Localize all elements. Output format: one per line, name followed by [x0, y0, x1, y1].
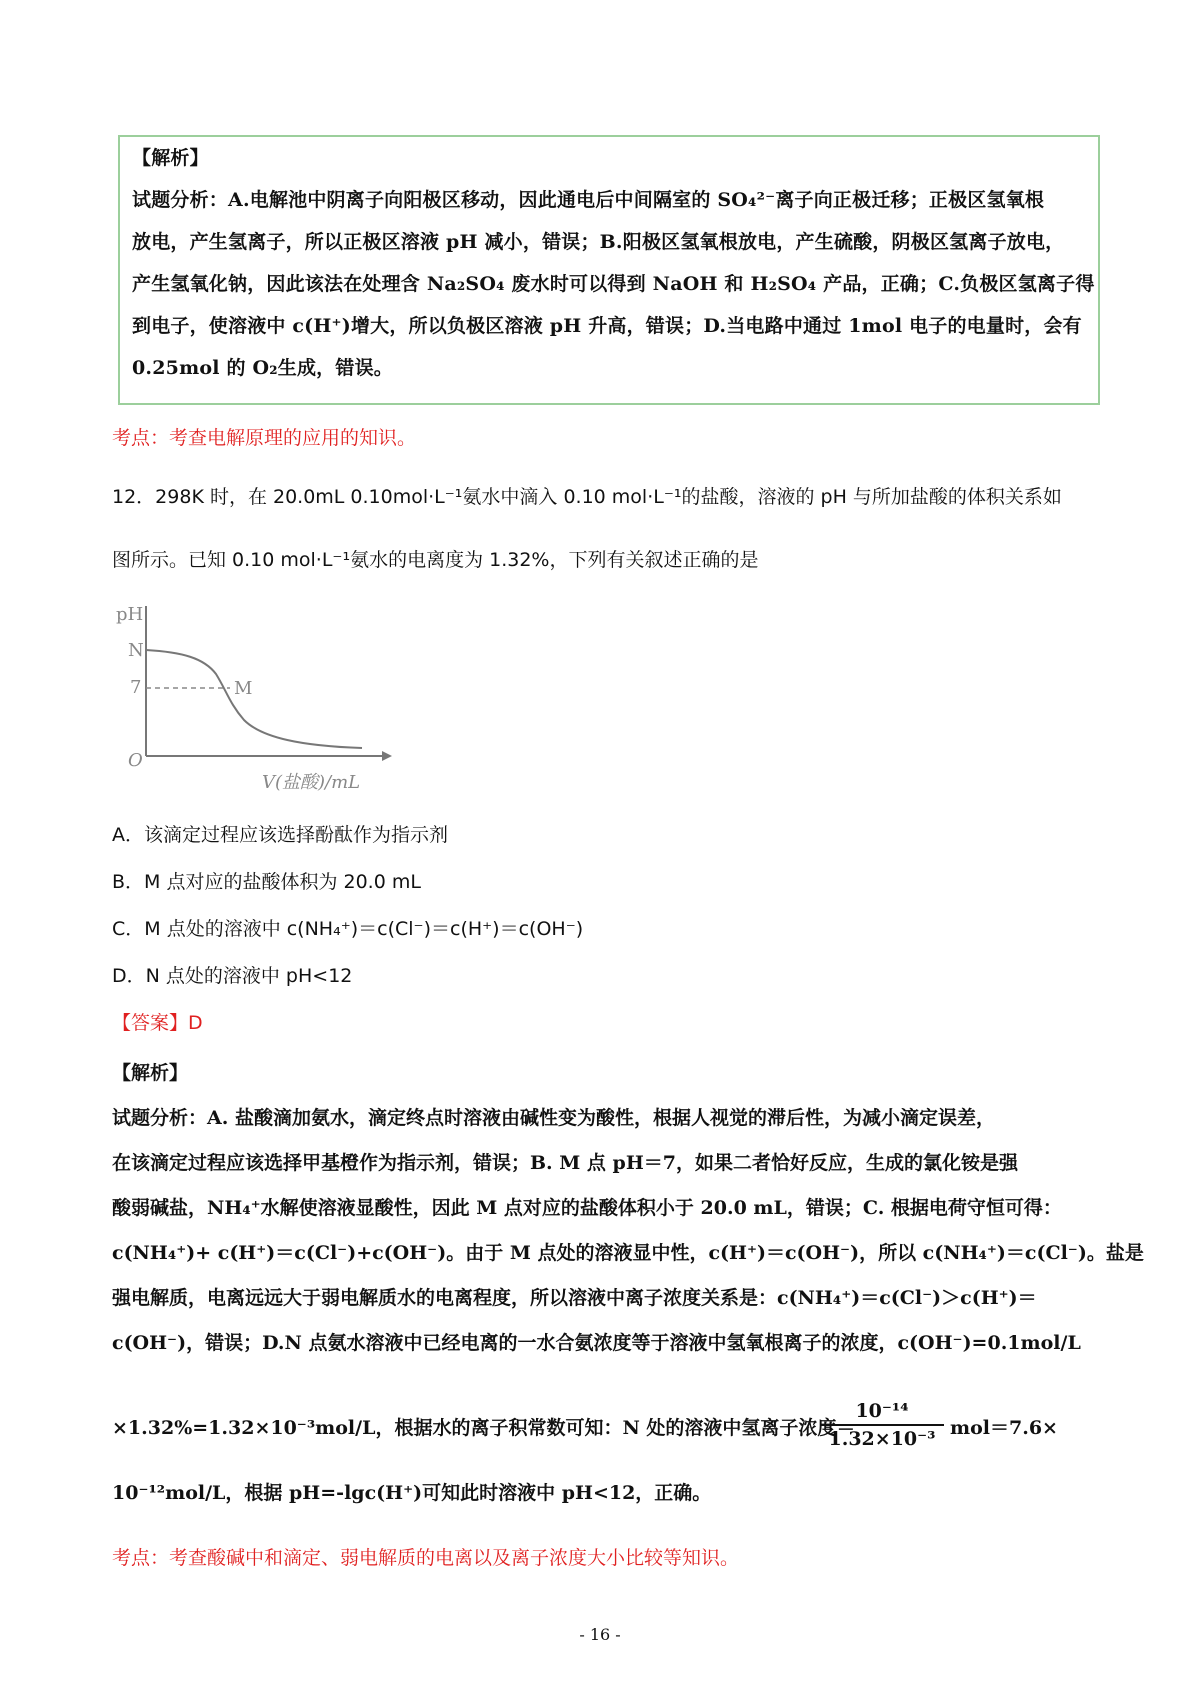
analysis-box — [118, 135, 1100, 405]
option-c: C．M 点处的溶液中 c(NH₄⁺)＝c(Cl⁻)＝c(H⁺)＝c(OH⁻) — [112, 918, 584, 940]
solution-line-5: 强电解质，电离远远大于弱电解质水的电离程度，所以溶液中离子浓度关系是：c(NH₄⁺)＝c(Cl⁻)＞c(H⁺)＝ — [112, 1287, 1037, 1309]
question-line-2: 图所示。已知 0.10 mol·L⁻¹氨水的电离度为 1.32%，下列有关叙述正确的是 — [112, 549, 759, 571]
fraction — [820, 1400, 944, 1450]
box-line-3: 产生氢氧化钠，因此该法在处理含 Na₂SO₄ 废水时可以得到 NaOH 和 H₂SO₄ 产品，正确；C.负极区氢离子得 — [132, 273, 1095, 295]
page-number: - 16 - — [579, 1625, 621, 1644]
x-axis-arrow — [382, 751, 392, 761]
answer — [112, 1008, 203, 1035]
solution-line-6: c(OH⁻)，错误；D.N 点氨水溶液中已经电离的一水合氨浓度等于溶液中氢氧根离子的浓度，c(OH⁻)=0.1mol/L — [112, 1332, 1081, 1354]
kaodian-1: 考点：考查电解原理的应用的知识。 — [112, 427, 417, 449]
answer-label: 【答案】 — [112, 1012, 189, 1034]
question-line-1: 12．298K 时，在 20.0mL 0.10mol·L⁻¹氨水中滴入 0.10 mol·L⁻¹的盐酸，溶液的 pH 与所加盐酸的体积关系如 — [112, 486, 1062, 508]
option-b: B．M 点对应的盐酸体积为 20.0 mL — [112, 871, 421, 893]
origin-label: O — [128, 750, 143, 771]
solution-line-1: 试题分析：A. 盐酸滴加氨水，滴定终点时溶液由碱性变为酸性，根据人视觉的滞后性，为减小滴定误差， — [112, 1107, 995, 1129]
answer-value: D — [188, 1012, 203, 1034]
box-line-1: 试题分析：A.电解池中阴离子向阳极区移动，因此通电后中间隔室的 SO₄²⁻离子向正极迁移；正极区氢氧根 — [132, 189, 1045, 211]
solution-line-3: 酸弱碱盐，NH₄⁺水解使溶液显酸性，因此 M 点对应的盐酸体积小于 20.0 mL，错误；C. 根据电荷守恒可得： — [112, 1197, 1062, 1219]
solution-line-7-left: ×1.32%=1.32×10⁻³mol/L，根据水的离子积常数可知：N 处的溶液中氢离子浓度＝ — [112, 1417, 856, 1439]
solution-line-2: 在该滴定过程应该选择甲基橙作为指示剂，错误；B. M 点 pH＝7，如果二者恰好反应，生成的氯化铵是强 — [112, 1152, 1019, 1174]
box-line-2: 放电，产生氢离子，所以正极区溶液 pH 减小，错误；B.阳极区氢氧根放电，产生硫酸，阴极区氢离子放电， — [132, 231, 1065, 253]
titration-curve — [146, 650, 362, 748]
fraction-denominator: 1.32×10⁻³ — [828, 1428, 936, 1450]
fraction-bar — [820, 1424, 944, 1426]
tick-label-n: N — [128, 640, 144, 661]
solution-heading: 【解析】 — [112, 1062, 189, 1084]
box-heading: 【解析】 — [132, 147, 209, 169]
option-a: A．该滴定过程应该选择酚酞作为指示剂 — [112, 824, 448, 846]
solution-line-7-right: mol＝7.6× — [950, 1417, 1058, 1439]
titration-chart — [112, 598, 402, 793]
kaodian-2: 考点：考查酸碱中和滴定、弱电解质的电离以及离子浓度大小比较等知识。 — [112, 1547, 740, 1569]
x-axis-label: V(盐酸)/mL — [262, 772, 361, 793]
tick-label-7: 7 — [130, 677, 142, 698]
solution-line-8: 10⁻¹²mol/L，根据 pH=-lgc(H⁺)可知此时溶液中 pH<12，正确。 — [112, 1482, 712, 1504]
box-line-4: 到电子，使溶液中 c(H⁺)增大，所以负极区溶液 pH 升高，错误；D.当电路中通过 1mol 电子的电量时，会有 — [132, 315, 1082, 337]
solution-line-4: c(NH₄⁺)+ c(H⁺)＝c(Cl⁻)+c(OH⁻)。由于 M 点处的溶液显中性，c(H⁺)＝c(OH⁻)，所以 c(NH₄⁺)＝c(Cl⁻)。盐是 — [112, 1242, 1144, 1264]
fraction-numerator: 10⁻¹⁴ — [855, 1400, 909, 1422]
box-line-5: 0.25mol 的 O₂生成，错误。 — [132, 357, 393, 379]
point-label-m: M — [234, 678, 253, 699]
y-axis-label: pH — [116, 604, 144, 625]
option-d: D．N 点处的溶液中 pH<12 — [112, 965, 353, 987]
